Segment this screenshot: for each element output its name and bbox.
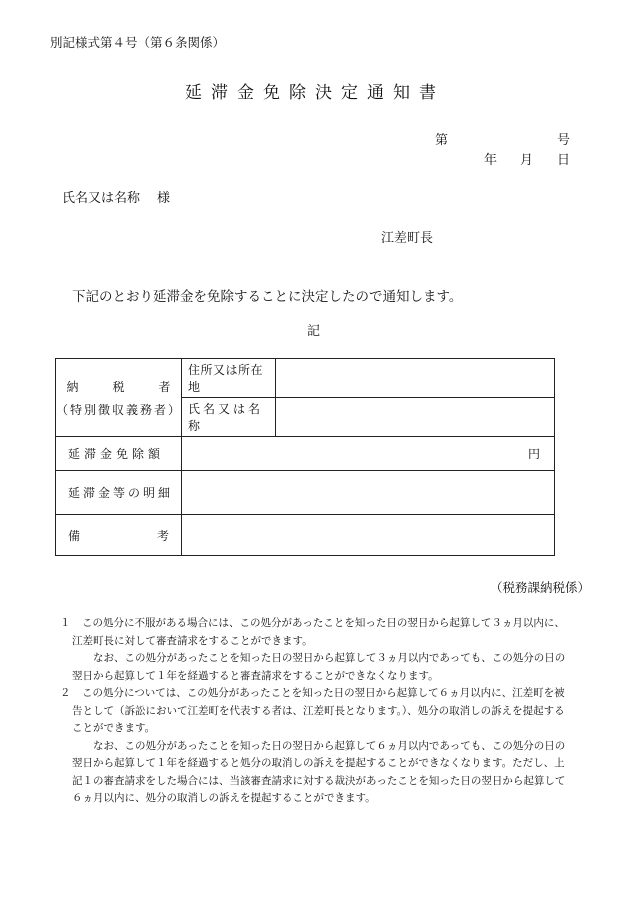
taxpayer-label: 納税者	[66, 379, 171, 394]
taxpayer-cell	[56, 359, 182, 437]
note-1-sub: なお、この処分があったことを知った日の翌日から起算して３ヵ月以内であっても、この処分の日の翌日から起算して１年を経過すると審査請求をすることができなくなります。	[72, 652, 566, 682]
note-2	[56, 685, 566, 808]
note-1-text: この処分に不服がある場合には、この処分があったことを知った日の翌日から起算して３ヵ月以内に、江差町長に対して審査請求をすることができます。	[72, 617, 565, 647]
amount-unit: 円	[527, 447, 540, 461]
number-prefix: 第	[435, 133, 449, 148]
issuer: 江差町長	[381, 231, 434, 246]
notes	[56, 615, 566, 808]
note-1	[56, 615, 566, 685]
taxpayer-sub-label: （特別徴収義務者）	[56, 402, 183, 417]
date-day: 日	[557, 153, 571, 168]
address-value[interactable]	[276, 359, 555, 398]
address-label: 住所又は所在地	[182, 359, 276, 398]
date-month: 月	[520, 153, 534, 168]
addressee-honorific: 様	[157, 191, 171, 206]
number-suffix: 号	[557, 133, 571, 148]
date-year: 年	[484, 153, 498, 168]
note-2-number: ２	[60, 687, 71, 699]
ki-marker: 記	[307, 324, 321, 339]
amount-value[interactable]	[182, 437, 555, 471]
detail-value[interactable]	[182, 471, 555, 515]
body-text: 下記のとおり延滞金を免除することに決定したので通知します。	[72, 289, 463, 305]
form-label: 別記様式第４号（第６条関係）	[50, 35, 226, 50]
remarks-label: 備考	[68, 528, 169, 543]
name-label: 氏名又は名称	[182, 398, 276, 437]
notice-table	[55, 358, 555, 556]
note-2-sub: なお、この処分があったことを知った日の翌日から起算して６ヵ月以内であっても、この処分の日の翌日から起算して１年を経過すると処分の取消しの訴えを提起することができなくなります。ただし、上記１の審査請求をした場合には、当該審査請求に対する裁決があったことを知った日の翌日から起算して６ヵ月以内に、処分の取消しの訴えを提起することができます。	[72, 739, 566, 804]
amount-label: 延滞金免除額	[56, 437, 182, 471]
remarks-cell	[56, 515, 182, 556]
note-2-text: この処分については、この処分があったことを知った日の翌日から起算して６ヵ月以内に、江差町を被告として（訴訟において江差町を代表する者は、江差町長となります。）、処分の取消しの訴えを提起することができます。	[72, 687, 565, 734]
name-value[interactable]	[276, 398, 555, 437]
detail-label: 延滞金等の明細	[56, 471, 182, 515]
document-title: 延滞金免除決定通知書	[185, 83, 445, 103]
note-1-number: １	[60, 617, 71, 629]
department: （税務課納税係）	[490, 580, 591, 595]
addressee-label: 氏名又は名称	[62, 191, 141, 206]
remarks-value[interactable]	[182, 515, 555, 556]
